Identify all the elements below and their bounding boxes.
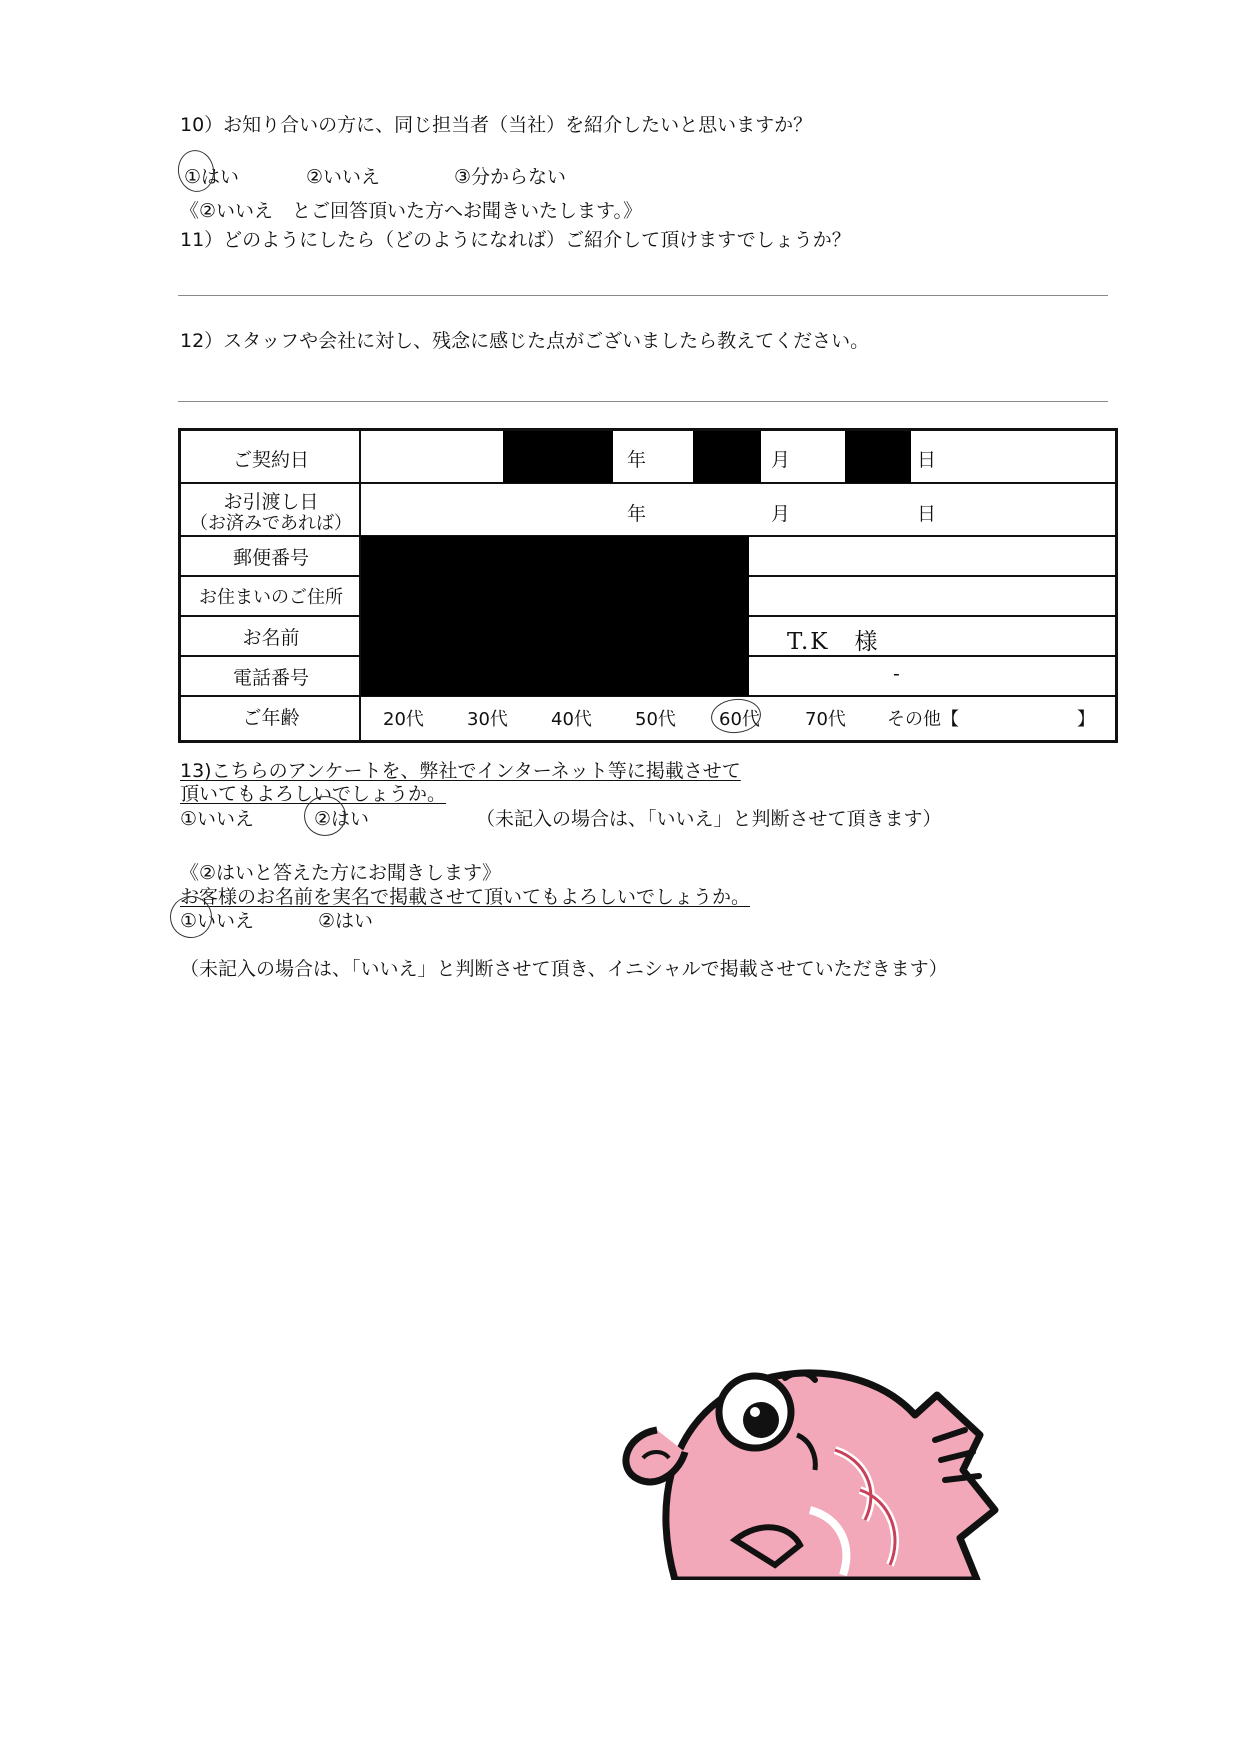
q13-option-yes[interactable]: ②はい (314, 808, 370, 830)
q12-question: 12）スタッフや会社に対し、残念に感じた点がございましたら教えてください。 (180, 330, 870, 352)
q10-option-no[interactable]: ②いいえ (306, 166, 381, 188)
phone-value: - (893, 663, 900, 685)
q14-option-yes[interactable]: ②はい (318, 910, 374, 932)
q11-note: 《②いいえ とご回答頂いた方へお聞きいたします。》 (180, 200, 643, 222)
age-other-close: 】 (1077, 709, 1095, 730)
age-50s[interactable]: 50代 (635, 709, 676, 730)
redaction-personal-info (361, 536, 749, 696)
redaction-month (693, 431, 761, 483)
name-value: T.K 様 (787, 629, 880, 655)
sea-bream-mascot-icon (585, 1340, 1025, 1580)
redaction-day (845, 431, 911, 483)
age-label: ご年齢 (242, 707, 300, 729)
moving-month-unit: 月 (771, 503, 791, 525)
name-label: お名前 (242, 627, 300, 649)
postal-code-label: 郵便番号 (232, 547, 309, 569)
contract-year-unit: 年 (627, 449, 647, 471)
q14-note: （未記入の場合は、「いいえ」と判断させて頂き、イニシャルで掲載させていただきます） (180, 958, 948, 980)
redaction-year (503, 431, 613, 483)
q13-question-line1: 13)こちらのアンケートを、弊社でインターネット等に掲載させて (180, 760, 741, 782)
moving-date-label: お引渡し日 (223, 491, 319, 513)
moving-date-sublabel: （お済みであれば） (190, 513, 352, 534)
q13-note: （未記入の場合は、「いいえ」と判断させて頂きます） (476, 808, 942, 830)
contract-month-unit: 月 (771, 449, 791, 471)
q14-option-no[interactable]: ①いいえ (180, 910, 255, 932)
q10-question: 10）お知り合いの方に、同じ担当者（当社）を紹介したいと思いますか？ (180, 114, 813, 136)
q11-answer-line (178, 295, 1108, 296)
q13-option-no[interactable]: ①いいえ (180, 808, 255, 830)
customer-info-table (178, 428, 1118, 743)
address-label: お住まいのご住所 (199, 587, 343, 608)
q10-option-unknown[interactable]: ③分からない (454, 166, 567, 188)
contract-day-unit: 日 (917, 449, 937, 471)
age-other[interactable]: その他【 (887, 709, 959, 730)
q10-option-yes[interactable]: ①はい (184, 166, 240, 188)
age-60s[interactable]: 60代 (719, 709, 760, 730)
moving-year-unit: 年 (627, 503, 647, 525)
q14-header: 《②はいと答えた方にお聞きします》 (180, 862, 502, 884)
q11-question: 11）どのようにしたら（どのようになれば）ご紹介して頂けますでしょうか？ (180, 229, 851, 251)
moving-day-unit: 日 (917, 503, 937, 525)
q13-question-line2: 頂いてもよろしいでしょうか。 (180, 783, 447, 805)
q13-selection-circle (304, 796, 346, 836)
age-30s[interactable]: 30代 (467, 709, 508, 730)
age-40s[interactable]: 40代 (551, 709, 592, 730)
age-70s[interactable]: 70代 (805, 709, 846, 730)
contract-date-label: ご契約日 (232, 449, 309, 471)
row-divider (181, 482, 1115, 484)
q12-answer-line (178, 401, 1108, 402)
q14-question: お客様のお名前を実名で掲載させて頂いてもよろしいでしょうか。 (180, 886, 751, 908)
age-20s[interactable]: 20代 (383, 709, 424, 730)
phone-label: 電話番号 (232, 667, 309, 689)
